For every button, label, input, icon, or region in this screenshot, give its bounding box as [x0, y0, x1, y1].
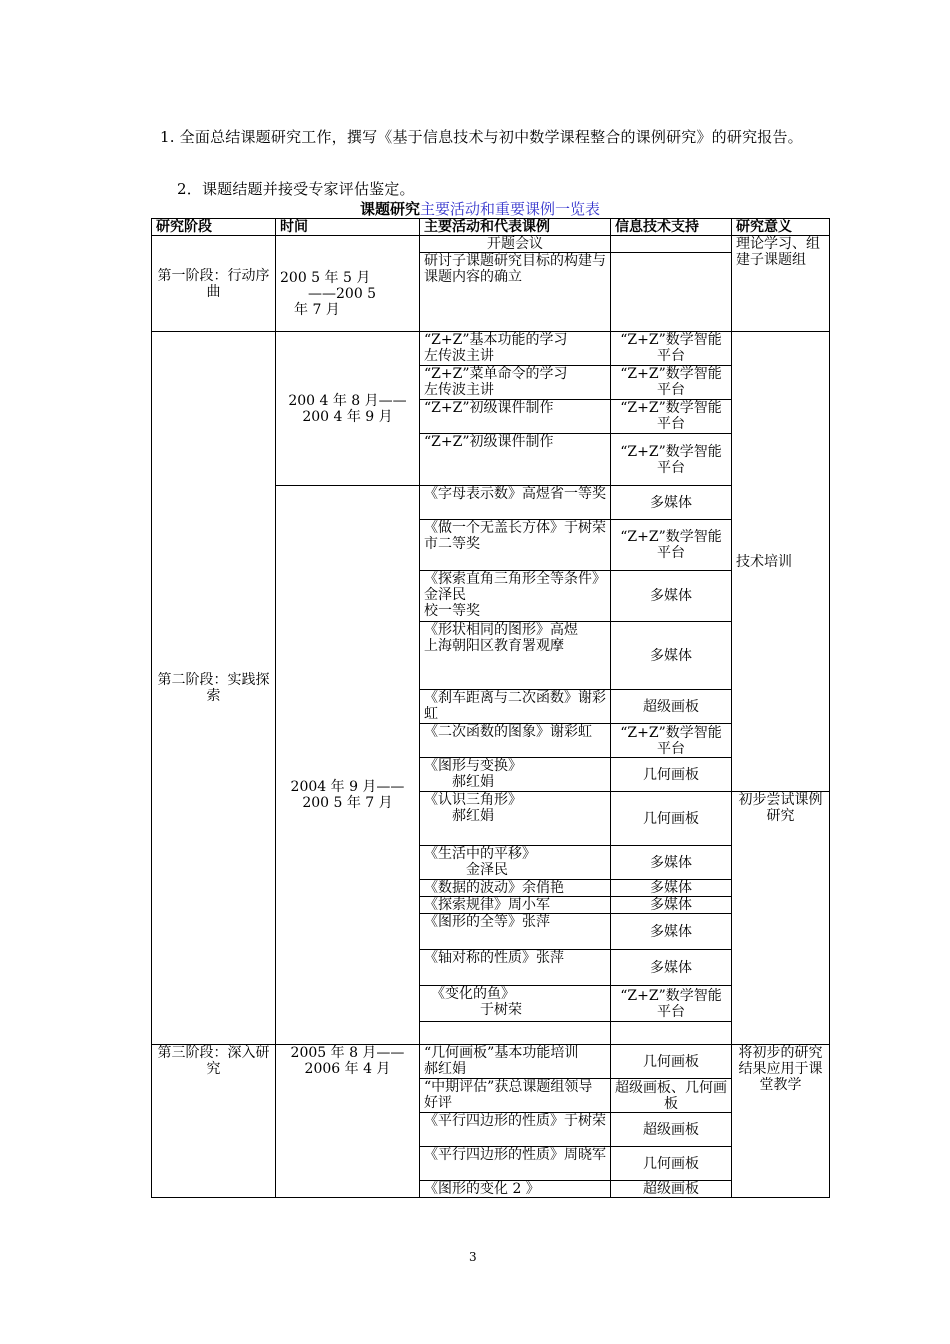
tech-cell: 多媒体: [611, 914, 732, 950]
table-title: [360, 200, 600, 218]
stage-cell: 第一阶段：行动序曲: [152, 236, 276, 332]
activity-cell: 《认识三角形》 郝红娟: [420, 792, 611, 846]
time-cell: 2005 年 8 月——2006 年 4 月: [276, 1045, 420, 1198]
tech-cell: 多媒体: [611, 486, 732, 520]
activity-cell: 《数据的波动》余俏艳: [420, 880, 611, 897]
meaning-cell: 理论学习、组建子课题组: [732, 236, 830, 332]
tech-cell: “Z+Z”数学智能平台: [611, 724, 732, 758]
activity-cell: 研讨子课题研究目标的构建与课题内容的确立: [420, 253, 611, 332]
tech-cell: “Z+Z”数学智能平台: [611, 332, 732, 366]
activity-cell: 《平行四边形的性质》于树荣: [420, 1113, 611, 1147]
meaning-cell: 技术培训: [732, 332, 830, 792]
tech-cell: 几何画板: [611, 1045, 732, 1079]
tech-cell: 多媒体: [611, 571, 732, 622]
tech-cell: 几何画板: [611, 792, 732, 846]
tech-cell: [611, 1022, 732, 1045]
activity-cell: 《图形的全等》张萍: [420, 914, 611, 950]
tech-cell: 几何画板: [611, 1147, 732, 1181]
tech-cell: 多媒体: [611, 897, 732, 914]
paragraph-2: 2．课题结题并接受专家评估鉴定。: [177, 180, 415, 198]
tech-cell: [611, 236, 732, 253]
time-cell: 200 5 年 5 月 ——200 5 年 7 月: [276, 236, 420, 332]
meaning-cell: 初步尝试课例研究: [732, 792, 830, 1045]
tech-cell: 多媒体: [611, 846, 732, 880]
stage-cell: 第三阶段：深入研究: [152, 1045, 276, 1198]
tech-cell: 超级画板: [611, 1181, 732, 1198]
meaning-cell: 将初步的研究结果应用于课堂教学: [732, 1045, 830, 1198]
tech-cell: 多媒体: [611, 622, 732, 690]
header-stage: 研究阶段: [152, 219, 276, 236]
activity-cell: 《刹车距离与二次函数》谢彩虹: [420, 690, 611, 724]
tech-cell: 多媒体: [611, 950, 732, 986]
tech-cell: 多媒体: [611, 880, 732, 897]
activity-cell: 《探索直角三角形全等条件》金泽民 校一等奖: [420, 571, 611, 622]
time-cell: 200 4 年 8 月——200 4 年 9 月: [276, 332, 420, 486]
tech-cell: “Z+Z”数学智能平台: [611, 434, 732, 486]
activity-cell: [420, 1022, 611, 1045]
table-row: [152, 332, 830, 366]
table-row: [152, 236, 830, 253]
table-title-bold: 课题研究: [360, 200, 421, 218]
activities-table: [151, 218, 830, 1198]
tech-cell: [611, 253, 732, 332]
header-tech: 信息技术支持: [611, 219, 732, 236]
paragraph-1: 1. 全面总结课题研究工作，撰写《基于信息技术与初中数学课程整合的课例研究》的研究报告。: [160, 128, 803, 146]
activity-cell: 《平行四边形的性质》周晓军: [420, 1147, 611, 1181]
tech-cell: “Z+Z”数学智能平台: [611, 520, 732, 571]
header-activity: 主要活动和代表课例: [420, 219, 611, 236]
activity-cell: 《字母表示数》高煜省一等奖: [420, 486, 611, 520]
activity-cell: 《做一个无盖长方体》于树荣 市二等奖: [420, 520, 611, 571]
table-row: [152, 1045, 830, 1079]
page-number: 3: [469, 1250, 477, 1264]
header-meaning: 研究意义: [732, 219, 830, 236]
activity-cell: 《形状相同的图形》高煜 上海朝阳区教育署观摩: [420, 622, 611, 690]
activity-cell: 《图形的变化 2 》: [420, 1181, 611, 1198]
tech-cell: 几何画板: [611, 758, 732, 792]
table-title-blue: 主要活动和重要课例一览表: [420, 200, 601, 218]
activity-cell: “Z+Z”初级课件制作: [420, 434, 611, 486]
activity-cell: 《图形与变换》 郝红娟: [420, 758, 611, 792]
tech-cell: 超级画板: [611, 690, 732, 724]
activity-cell: “Z+Z”初级课件制作: [420, 400, 611, 434]
activity-cell: “Z+Z”基本功能的学习 左传波主讲: [420, 332, 611, 366]
activity-cell: 《生活中的平移》 金泽民: [420, 846, 611, 880]
activity-cell: 《轴对称的性质》张萍: [420, 950, 611, 986]
activity-cell: 《变化的鱼》 于树荣: [420, 986, 611, 1022]
header-time: 时间: [276, 219, 420, 236]
activity-cell: “中期评估”获总课题组领导好评: [420, 1079, 611, 1113]
activity-cell: “Z+Z”菜单命令的学习 左传波主讲: [420, 366, 611, 400]
tech-cell: “Z+Z”数学智能平台: [611, 400, 732, 434]
tech-cell: “Z+Z”数学智能平台: [611, 366, 732, 400]
stage-cell: 第二阶段：实践探索: [152, 332, 276, 1045]
table-header-row: [152, 219, 830, 236]
tech-cell: 超级画板: [611, 1113, 732, 1147]
activity-cell: 《探索规律》周小军: [420, 897, 611, 914]
activity-cell: 《二次函数的图象》谢彩虹: [420, 724, 611, 758]
activity-cell: 开题会议: [420, 236, 611, 253]
tech-cell: “Z+Z”数学智能平台: [611, 986, 732, 1022]
time-cell: 2004 年 9 月——200 5 年 7 月: [276, 486, 420, 1045]
tech-cell: 超级画板、几何画板: [611, 1079, 732, 1113]
activity-cell: “几何画板”基本功能培训 郝红娟: [420, 1045, 611, 1079]
